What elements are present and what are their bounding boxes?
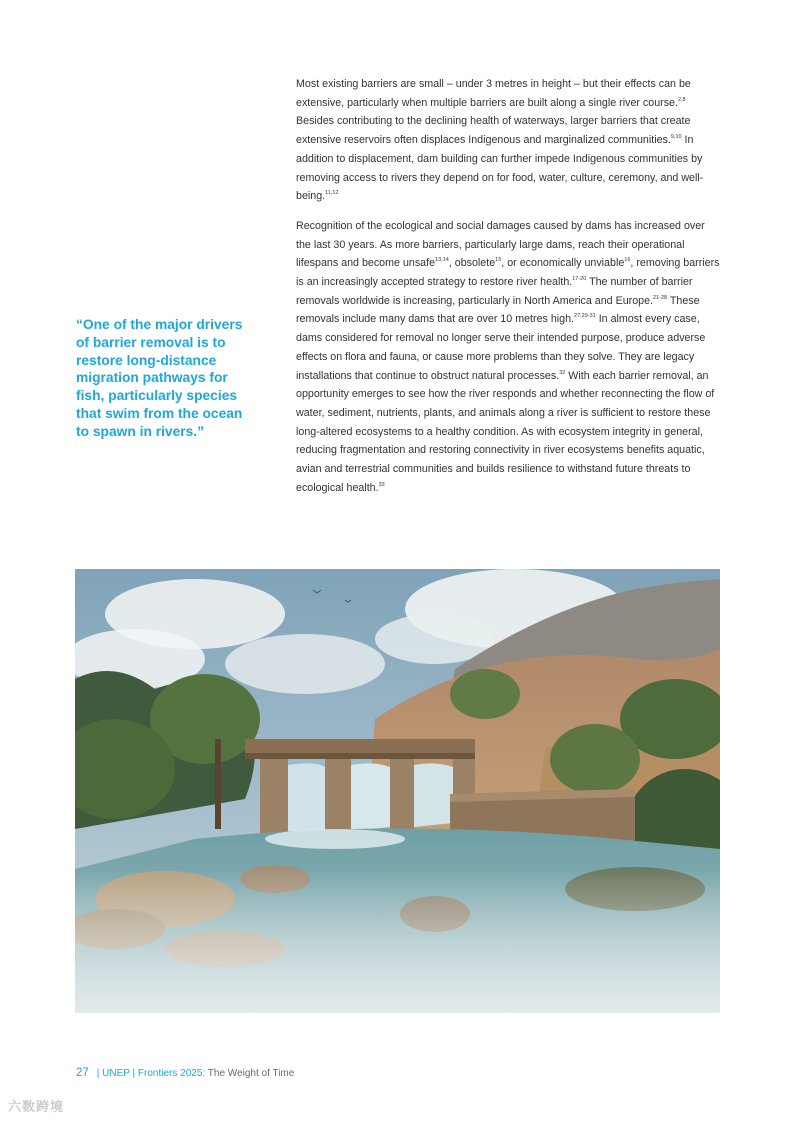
citation: 32 xyxy=(559,369,566,376)
publication-subtitle: The Weight of Time xyxy=(205,1068,295,1079)
paragraph-barrier-effects: Most existing barriers are small – under 3 metres in height – but their effects can be extensive, particularly when multiple barriers are built along a single river course.$^{2,8}$ Besides contributing to the declining health of waterways, larger barriers that create extensive reservoirs often displaces Indigenous and marginalized communities.$^{9,10}$ In addition to displacement, dam building can further impede Indigenous communities by removing access to rivers they depend on for food, water, culture, ceremony, and well-being.$^{11,12}$ xyxy=(296,78,704,203)
page-footer xyxy=(76,1067,294,1079)
citation: 21-28 xyxy=(653,294,668,301)
citation: 11,12 xyxy=(325,190,339,197)
paragraph-barrier-removal: Recognition of the ecological and social damages caused by dams has increased over the last 30 years. As more barriers, particularly large dams, reach their operational lifespans and become unsafe$^{13,14}$, obsolete$^{15}$, or economically unviable$^{16}$, removing barriers is an increasingly accepted strategy to restore river health.$^{17-20}$ The number of barrier removals worldwide is increasing, particularly in North America and Europe.$^{21-28}$ These removals include many dams that are over 10 metres high.$^{27,29-31}$ In almost every case, dams considered for removal no longer serve their intended purpose, produce adverse effects on flora and fauna, or cause more problems than they solve. They are legacy installations that continue to obstruct natural processes.$^{32}$ With each barrier removal, an opportunity emerges to see how the river responds and whether reconnecting the flow of water, sediment, nutrients, plants, and animals along a river is sufficient to restore these long-altered ecosystems to a healthy condition. As with ecosystem integrity in general, reducing fragmentation and restoring connectivity in river ecosystems benefits aquatic, avian and terrestrial communities and builds resilience to withstand future threats to ecological health.$^{33}$ xyxy=(296,219,720,494)
citation: 27,29-31 xyxy=(574,313,596,320)
watermark: 六数跨境 xyxy=(8,1099,65,1114)
citation: 9,10 xyxy=(670,134,682,141)
citation: 13,14 xyxy=(435,257,449,264)
citation: 2,8 xyxy=(677,96,686,103)
citation: 33 xyxy=(378,481,385,488)
citation: 17-20 xyxy=(572,276,587,283)
pull-quote: “One of the major drivers of barrier removal is to restore long-distance migration pathways for fish, particularly species that swim from the ocean to spawn in rivers.” xyxy=(76,317,243,439)
main-text-column xyxy=(296,75,720,508)
dam-illustration xyxy=(75,569,720,1013)
citation: 16 xyxy=(624,257,631,264)
publication-title: | UNEP | Frontiers 2025: xyxy=(96,1068,206,1079)
page-number: 27 xyxy=(76,1067,89,1079)
citation: 15 xyxy=(495,257,502,264)
